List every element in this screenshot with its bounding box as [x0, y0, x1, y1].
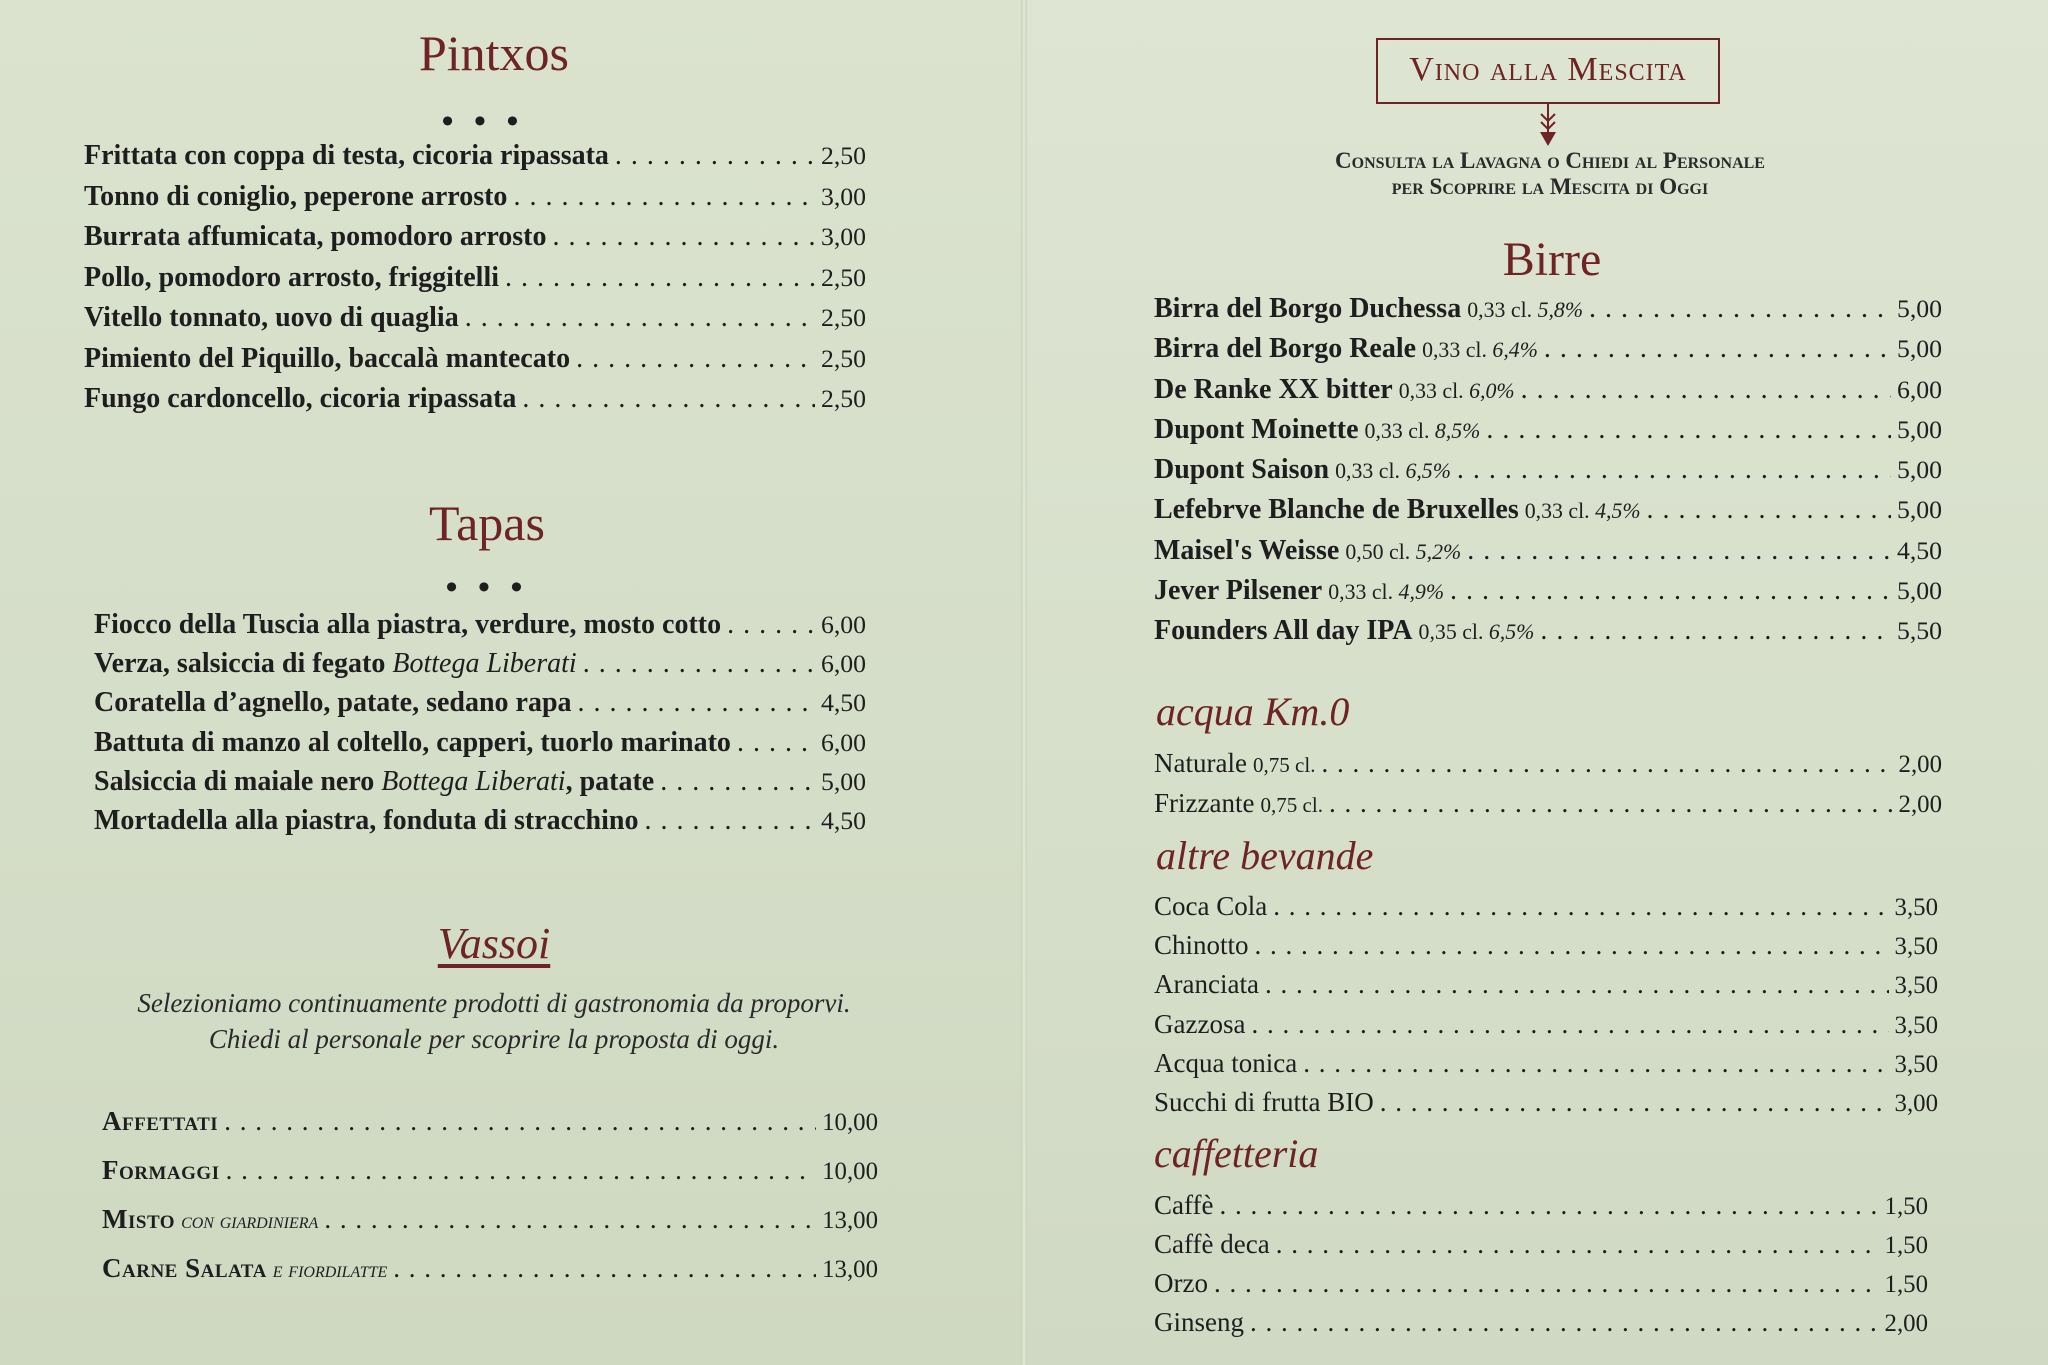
item-price: 1,50: [1884, 1193, 1928, 1220]
list-item: [1154, 1268, 1928, 1307]
mescita-note: [1280, 148, 1820, 200]
item-price: 3,50: [1894, 933, 1938, 961]
size-value: 0,33 cl.: [1335, 459, 1400, 484]
vassoi-list: [102, 1106, 878, 1302]
item-size: [1335, 459, 1451, 484]
size-value: 0,33 cl.: [1398, 378, 1464, 403]
item-price: 5,00: [1896, 455, 1942, 485]
dot-leader: [644, 805, 814, 837]
item-name: Coratella d’agnello, patate, sedano rapa: [94, 687, 572, 719]
item-price: 13,00: [822, 1256, 878, 1283]
item-name: Dupont Moinette: [1154, 413, 1359, 445]
abv-value: 6,0%: [1469, 378, 1515, 403]
dot-leader: [660, 766, 815, 798]
dot-leader: [1322, 748, 1893, 779]
dot-leader: [513, 181, 815, 213]
item-price: 1,50: [1884, 1232, 1928, 1259]
item-price: 3,50: [1894, 1011, 1938, 1039]
list-item: [1154, 1048, 1938, 1087]
item-price: 6,00: [820, 727, 866, 757]
item-size: [1365, 419, 1481, 444]
dot-leader: [393, 1253, 816, 1284]
item-size: [1422, 338, 1538, 363]
item-price: 6,00: [820, 610, 866, 639]
item-price: 3,50: [1894, 894, 1938, 921]
item-note: con giardiniera: [181, 1208, 319, 1233]
item-price: 2,00: [1884, 1310, 1928, 1337]
dot-leader: [1329, 788, 1893, 819]
item-name: Battuta di manzo al coltello, capperi, tuorlo marinato: [94, 726, 731, 758]
item-price: 10,00: [822, 1109, 878, 1136]
item-name: Founders All day IPA: [1154, 615, 1413, 647]
item-name: Frittata con coppa di testa, cicoria ripassata: [84, 140, 609, 171]
dot-leader: [1276, 1229, 1879, 1260]
list-item: [1154, 293, 1942, 333]
list-item: [94, 727, 866, 766]
item-name-text: Verza, salsiccia di fegato: [94, 648, 393, 680]
item-name: De Ranke XX bitter: [1154, 373, 1393, 405]
item-price: 6,00: [820, 649, 866, 679]
birre-title: Birre: [1502, 233, 1602, 286]
birre-list: [1154, 293, 1942, 656]
item-name: Gazzosa: [1154, 1008, 1246, 1039]
item-name: Fiocco della Tuscia alla piastra, verdure, mosto cotto: [94, 609, 722, 640]
dot-leader: [578, 687, 815, 719]
item-name: Tonno di coniglio, peperone arrosto: [84, 180, 508, 212]
dot-leader: [1589, 293, 1891, 325]
list-item: [1154, 1307, 1928, 1346]
item-size: [1345, 540, 1461, 565]
item-price: 5,00: [1896, 334, 1942, 364]
item-name: [94, 648, 577, 680]
abv-value: 5,8%: [1537, 298, 1584, 322]
item-note: e fiordilatte: [272, 1257, 388, 1282]
item-size: 0,75 cl.: [1252, 753, 1316, 777]
list-item: [94, 805, 866, 844]
item-name: Caffè: [1154, 1190, 1214, 1220]
list-item: [1154, 788, 1942, 828]
abv-value: 6,5%: [1405, 459, 1451, 484]
list-item: [84, 343, 866, 384]
dot-leader: [1255, 930, 1889, 961]
abv-value: 5,2%: [1415, 539, 1462, 564]
item-name: [94, 766, 654, 798]
item-name: Birra del Borgo Duchessa: [1154, 293, 1462, 324]
item-name: Ginseng: [1154, 1307, 1244, 1337]
item-name: Caffè deca: [1154, 1229, 1270, 1259]
mescita-note-line1: Consulta la Lavagna o Chiedi al Personale: [1335, 148, 1765, 173]
dot-leader: [1214, 1268, 1879, 1299]
item-size: [1419, 620, 1535, 645]
list-item: [1154, 575, 1942, 615]
list-item: [1154, 1009, 1938, 1048]
dot-leader: [727, 609, 815, 641]
item-price: 5,00: [1896, 294, 1942, 323]
list-item: [84, 383, 866, 424]
dot-leader: [552, 221, 814, 253]
dot-leader: [465, 302, 815, 334]
dot-leader: [1219, 1190, 1878, 1221]
arrow-down-icon: [1536, 104, 1560, 148]
size-value: 0,33 cl.: [1422, 338, 1487, 363]
list-item: [1154, 454, 1942, 494]
item-price: 5,00: [1896, 414, 1942, 444]
dot-leader: [1450, 575, 1891, 607]
item-name-text: Salsiccia di maiale nero: [94, 765, 382, 797]
list-item: [1154, 930, 1938, 969]
item-name: Birra del Borgo Reale: [1154, 333, 1417, 365]
list-item: [94, 766, 866, 805]
item-name: Succhi di frutta BIO: [1154, 1086, 1374, 1117]
item-price: 2,50: [820, 141, 866, 170]
vassoi-note-line2: Chiedi al personale per scoprire la proposta di oggi.: [208, 1024, 780, 1054]
item-name: Vitello tonnato, uovo di quaglia: [84, 302, 459, 333]
size-value: 0,33 cl.: [1524, 499, 1590, 524]
list-item: [84, 181, 866, 222]
abv-value: 6,5%: [1488, 620, 1535, 645]
item-price: 1,50: [1884, 1271, 1928, 1298]
item-name: Fungo cardoncello, cicoria ripassata: [84, 383, 517, 414]
item-price: 6,00: [1896, 374, 1942, 404]
altre-bevande-title: altre bevande: [1156, 833, 1374, 878]
item-price: 5,50: [1896, 616, 1942, 646]
item-size: 0,75 cl.: [1260, 793, 1323, 817]
item-price: 4,50: [1896, 535, 1942, 565]
item-name: Pimiento del Piquillo, baccalà mantecato: [84, 342, 571, 374]
tapas-title: Tapas: [429, 495, 545, 551]
list-item: [84, 221, 866, 262]
item-name: Affettati: [102, 1106, 219, 1136]
vassoi-note-line1: Selezioniamo continuamente prodotti di gastronomia da proporvi.: [137, 988, 851, 1018]
dot-leader: [1303, 1048, 1888, 1079]
dot-leader: [576, 343, 815, 375]
caffetteria-list: [1154, 1190, 1928, 1346]
caffetteria-title: caffetteria: [1154, 1131, 1319, 1176]
list-item: [1154, 1190, 1928, 1229]
list-item: [1154, 494, 1942, 534]
page-fold: [1021, 0, 1027, 1365]
item-price: 3,00: [820, 181, 866, 211]
acqua-title: acqua Km.0: [1156, 689, 1350, 734]
size-value: 0,33 cl.: [1467, 298, 1533, 322]
item-price: 4,50: [820, 805, 866, 835]
producer-name: Bottega Liberati: [392, 648, 577, 680]
item-price: 13,00: [822, 1207, 878, 1234]
dot-leader: [1647, 494, 1891, 526]
item-name: Maisel's Weisse: [1154, 534, 1340, 566]
item-name: Chinotto: [1154, 930, 1249, 961]
altre-bevande-list: [1154, 891, 1938, 1126]
dot-leader: [1251, 1009, 1888, 1040]
item-name: Lefebrve Blanche de Bruxelles: [1154, 494, 1519, 526]
tapas-ornament: • • •: [445, 569, 529, 606]
list-item: [102, 1204, 878, 1253]
list-item: [1154, 414, 1942, 454]
dot-leader: [1457, 454, 1891, 486]
list-item: [1154, 1087, 1938, 1126]
item-name: Coca Cola: [1154, 891, 1268, 921]
item-price: 2,50: [820, 343, 866, 373]
dot-leader: [226, 1155, 817, 1186]
item-name: Formaggi: [102, 1155, 220, 1185]
dot-leader: [615, 140, 815, 172]
dot-leader: [1540, 615, 1891, 647]
item-name: Naturale: [1154, 748, 1247, 778]
item-price: 10,00: [822, 1158, 878, 1185]
list-item: [1154, 615, 1942, 655]
item-price: 2,50: [820, 384, 866, 413]
abv-value: 8,5%: [1434, 418, 1481, 443]
mescita-note-line2: per Scoprire la Mescita di Oggi: [1391, 174, 1709, 199]
abv-value: 6,4%: [1492, 338, 1538, 363]
list-item: [1154, 891, 1938, 930]
list-item: [1154, 333, 1942, 373]
item-size: [1328, 580, 1444, 605]
item-price: 2,00: [1898, 751, 1942, 778]
item-size: [1467, 298, 1583, 323]
item-price: 2,50: [820, 303, 866, 332]
list-item: [1154, 969, 1938, 1008]
list-item: [84, 140, 866, 181]
list-item: [102, 1253, 878, 1302]
item-name: Pollo, pomodoro arrosto, friggitelli: [84, 261, 500, 293]
dot-leader: [1544, 333, 1891, 365]
item-name: Burrata affumicata, pomodoro arrosto: [84, 221, 547, 252]
tapas-list: [94, 609, 866, 844]
list-item: [84, 302, 866, 343]
pintxos-ornament: • • •: [441, 103, 525, 140]
dot-leader: [1265, 969, 1889, 1000]
item-price: 3,00: [1894, 1089, 1938, 1117]
size-value: 0,50 cl.: [1345, 539, 1411, 564]
item-price: 5,00: [1896, 576, 1942, 606]
list-item: [1154, 535, 1942, 575]
item-price: 4,50: [820, 688, 866, 718]
abv-value: 4,5%: [1595, 499, 1641, 524]
list-item: [94, 648, 866, 687]
list-item: [1154, 1229, 1928, 1268]
vino-alla-mescita-box: Vino alla Mescita: [1376, 38, 1720, 104]
item-size: [1525, 499, 1641, 524]
dot-leader: [1273, 891, 1888, 922]
item-name: Frizzante: [1154, 788, 1255, 818]
pintxos-list: [84, 140, 866, 424]
dot-leader: [737, 727, 815, 759]
size-value: 0,33 cl.: [1364, 418, 1430, 443]
item-name: Dupont Saison: [1154, 454, 1330, 486]
item-price: 3,50: [1894, 972, 1938, 1000]
acqua-list: [1154, 748, 1942, 828]
vassoi-title: Vassoi: [437, 919, 551, 968]
item-size: [1399, 379, 1515, 404]
dot-leader: [324, 1204, 816, 1235]
list-item: [94, 609, 866, 648]
item-name: Jever Pilsener: [1154, 575, 1323, 607]
item-name: Aranciata: [1154, 969, 1259, 1000]
size-value: 0,35 cl.: [1418, 620, 1484, 645]
item-name-suffix: , patate: [565, 765, 655, 797]
list-item: [1154, 374, 1942, 414]
abv-value: 4,9%: [1398, 580, 1445, 605]
item-name: Carne Salata: [102, 1253, 267, 1283]
dot-leader: [1486, 414, 1891, 446]
dot-leader: [583, 648, 815, 680]
dot-leader: [224, 1106, 816, 1137]
item-price: 3,00: [820, 222, 866, 251]
producer-name: Bottega Liberati: [381, 765, 566, 797]
list-item: [102, 1155, 878, 1204]
item-name: Orzo: [1154, 1268, 1208, 1298]
list-item: [84, 262, 866, 303]
item-price: 2,00: [1898, 791, 1942, 818]
item-price: 2,50: [820, 262, 866, 292]
dot-leader: [1467, 535, 1891, 567]
list-item: [1154, 748, 1942, 788]
size-value: 0,33 cl.: [1328, 580, 1394, 605]
dot-leader: [1250, 1307, 1879, 1338]
item-name: Acqua tonica: [1154, 1047, 1298, 1078]
item-name: Misto: [102, 1204, 176, 1234]
dot-leader: [1521, 374, 1891, 406]
list-item: [94, 687, 866, 726]
dot-leader: [505, 262, 815, 294]
dot-leader: [1380, 1087, 1889, 1118]
dot-leader: [522, 383, 815, 415]
item-price: 5,00: [1896, 495, 1942, 525]
item-name: Mortadella alla piastra, fonduta di stracchino: [94, 804, 639, 836]
item-price: 3,50: [1894, 1050, 1938, 1078]
pintxos-title: Pintxos: [418, 25, 570, 81]
item-price: 5,00: [820, 766, 866, 796]
list-item: [102, 1106, 878, 1155]
